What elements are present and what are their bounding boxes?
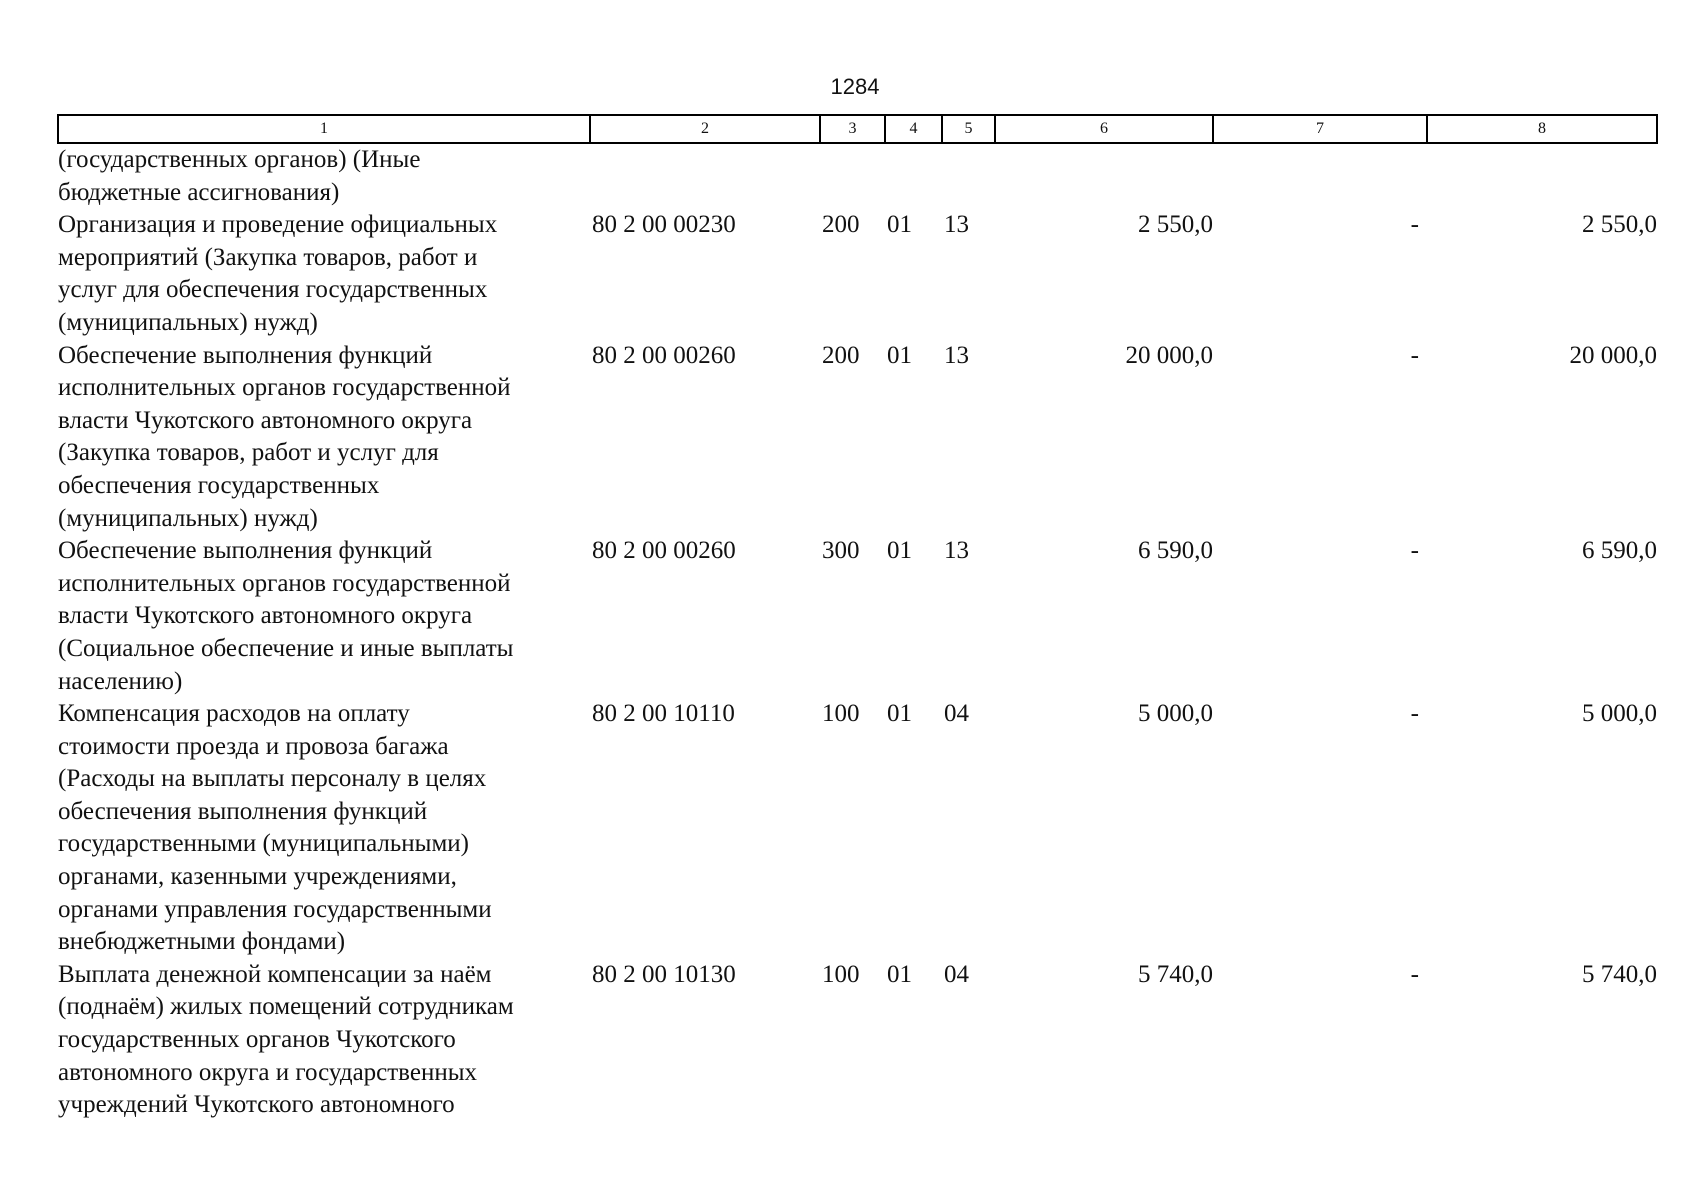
change-amount	[1213, 959, 1427, 1122]
column-number: 1	[58, 115, 590, 143]
total-amount: 6 590,0	[1582, 537, 1657, 565]
expense-name-line: внебюджетными фондами)	[58, 928, 346, 956]
expense-name-line: (Закупка товаров, работ и услуг для	[58, 439, 439, 467]
expense-type-code: 200	[822, 211, 860, 239]
subsection-code: 04	[944, 960, 969, 988]
total-amount	[1427, 143, 1657, 209]
change-amount	[1213, 535, 1427, 698]
expense-name	[58, 143, 590, 209]
subsection-code: 13	[944, 211, 969, 239]
target-article-code: 80 2 00 00230	[592, 211, 736, 239]
expense-name-line: учреждений Чукотского автономного	[58, 1091, 455, 1119]
expense-name-line: (государственных органов) (Иные	[58, 146, 421, 173]
total-amount: 2 550,0	[1582, 211, 1657, 239]
expense-type-code: 200	[822, 341, 860, 369]
subsection-code: 13	[944, 341, 969, 369]
table-row	[58, 535, 1657, 698]
expense-type-code	[820, 143, 885, 209]
expense-name-line: стоимости проезда и провоза багажа	[58, 732, 449, 760]
expense-name-line: исполнительных органов государственной	[58, 569, 511, 597]
budget-table-container	[57, 114, 1656, 1122]
expense-name	[58, 959, 590, 1122]
expense-name-line: Обеспечение выполнения функций	[58, 537, 433, 565]
expense-name-line: (муниципальных) нужд)	[58, 504, 318, 532]
expense-type-code: 100	[822, 960, 860, 988]
column-number: 7	[1213, 115, 1427, 143]
approved-amount	[995, 143, 1213, 209]
change-amount	[1213, 698, 1427, 959]
expense-name-line: услуг для обеспечения государственных	[58, 276, 488, 304]
section-code: 01	[887, 211, 912, 239]
expense-name-line: (Социальное обеспечение и иные выплаты	[58, 634, 514, 662]
total-amount: 5 000,0	[1582, 700, 1657, 728]
expense-name-line: обеспечения государственных	[58, 471, 380, 499]
expense-name-line: (Расходы на выплаты персоналу в целях	[58, 765, 487, 793]
target-article-code	[590, 143, 820, 209]
change-amount	[1213, 340, 1427, 536]
expense-name-line: (поднаём) жилых помещений сотрудникам	[58, 993, 514, 1021]
expense-name	[58, 340, 590, 536]
approved-amount: 5 000,0	[1138, 700, 1213, 728]
change-amount-value: -	[1410, 700, 1419, 728]
change-amount-value: -	[1410, 960, 1419, 988]
table-row	[58, 959, 1657, 1122]
expense-name-line: органами управления государственными	[58, 895, 492, 923]
table-row	[58, 698, 1657, 959]
expense-name-line: автономного округа и государственных	[58, 1058, 477, 1086]
expense-name-line: мероприятий (Закупка товаров, работ и	[58, 243, 478, 271]
section-code: 01	[887, 537, 912, 565]
section-code: 01	[887, 700, 912, 728]
column-number-row	[58, 115, 1657, 143]
column-number: 2	[590, 115, 820, 143]
total-amount: 5 740,0	[1582, 960, 1657, 988]
column-number: 3	[820, 115, 885, 143]
column-number: 6	[995, 115, 1213, 143]
section-code: 01	[887, 341, 912, 369]
table-row	[58, 143, 1657, 209]
target-article-code: 80 2 00 00260	[592, 537, 736, 565]
expense-name-line: бюджетные ассигнования)	[58, 178, 340, 206]
expense-name-line: Организация и проведение официальных	[58, 211, 498, 239]
column-number: 5	[942, 115, 995, 143]
target-article-code: 80 2 00 10130	[592, 960, 736, 988]
expense-name-line: Выплата денежной компенсации за наём	[58, 960, 492, 988]
approved-amount: 2 550,0	[1138, 211, 1213, 239]
column-number: 4	[885, 115, 942, 143]
expense-name-line: власти Чукотского автономного округа	[58, 602, 473, 630]
subsection-code: 04	[944, 700, 969, 728]
expense-name-line: Компенсация расходов на оплату	[58, 700, 410, 728]
approved-amount: 6 590,0	[1138, 537, 1213, 565]
table-row	[58, 209, 1657, 339]
column-number: 8	[1427, 115, 1657, 143]
expense-name-line: обеспечения выполнения функций	[58, 797, 428, 825]
expense-name-line: населению)	[58, 667, 183, 695]
approved-amount: 20 000,0	[1125, 341, 1213, 369]
change-amount-value: -	[1410, 211, 1419, 239]
subsection-code	[942, 143, 995, 209]
expense-name-line: государственных органов Чукотского	[58, 1026, 456, 1054]
expense-name	[58, 535, 590, 698]
target-article-code: 80 2 00 10110	[592, 700, 735, 728]
budget-table	[57, 114, 1658, 1122]
expense-type-code: 300	[822, 537, 860, 565]
subsection-code: 13	[944, 537, 969, 565]
expense-name-line: органами, казенными учреждениями,	[58, 863, 457, 891]
expense-name-line: власти Чукотского автономного округа	[58, 406, 473, 434]
change-amount-value: -	[1410, 341, 1419, 369]
expense-name-line: исполнительных органов государственной	[58, 374, 511, 402]
change-amount	[1213, 143, 1427, 209]
expense-name-line: Обеспечение выполнения функций	[58, 341, 433, 369]
page-number: 1284	[830, 74, 880, 99]
target-article-code: 80 2 00 00260	[592, 341, 736, 369]
change-amount	[1213, 209, 1427, 339]
approved-amount: 5 740,0	[1138, 960, 1213, 988]
expense-name-line: (муниципальных) нужд)	[58, 308, 318, 336]
total-amount: 20 000,0	[1569, 341, 1657, 369]
section-code	[885, 143, 942, 209]
expense-name	[58, 698, 590, 959]
table-row	[58, 340, 1657, 536]
section-code: 01	[887, 960, 912, 988]
expense-name-line: государственными (муниципальными)	[58, 830, 469, 858]
expense-name	[58, 209, 590, 339]
change-amount-value: -	[1410, 537, 1419, 565]
expense-type-code: 100	[822, 700, 860, 728]
